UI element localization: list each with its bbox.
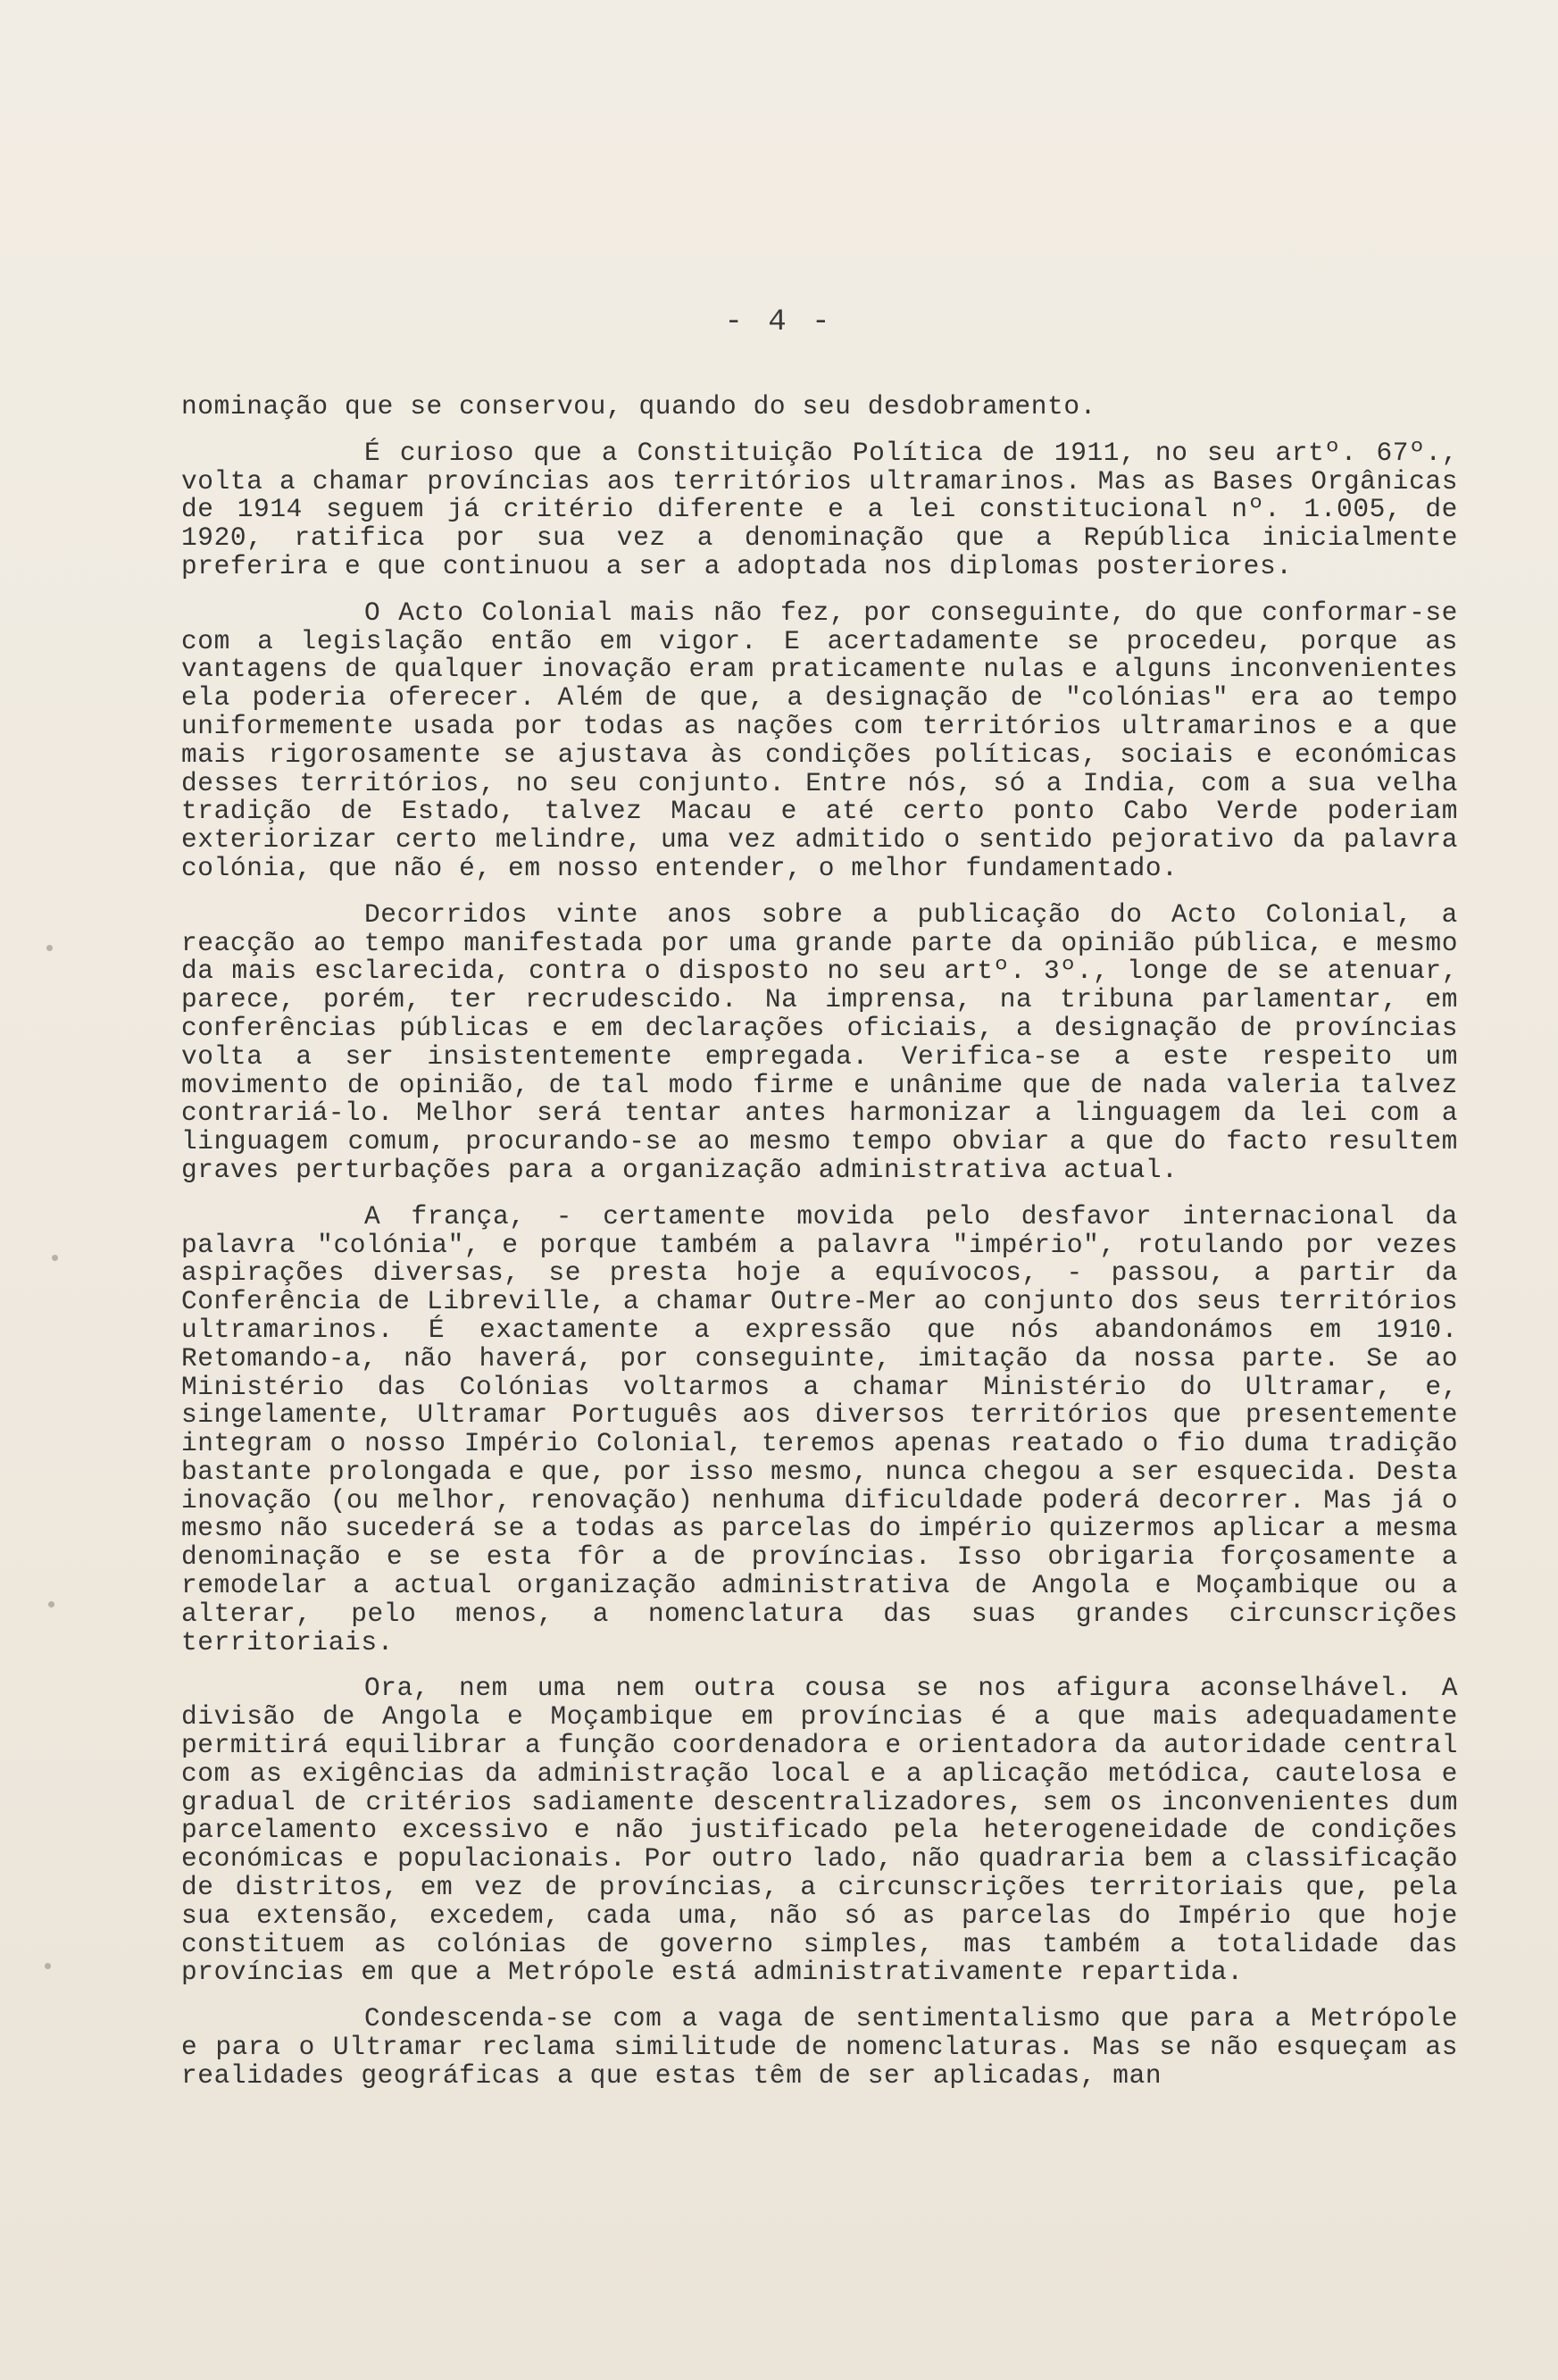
paragraph-5: A frança, - certamente movida pelo desfavor internacional da palavra "colónia", e porque também a palavra "império", rotulando por vezes aspirações diversas, se presta hoje a equívocos, - passou, a partir da Conferência de Libreville, a chamar Outre-Mer ao conjunto dos seus territórios ultramarinos. É exactamente a expressão que nós abandonámos em 1910. Retomando-a, não haverá, por conseguinte, imitação da nossa parte. Se ao Ministério das Colónias voltarmos a chamar Ministério do Ultramar, e, singelamente, Ultramar Português aos diversos territórios que presentemente integram o nosso Império Colonial, teremos apenas reatado o fio duma tradição bastante prolongada e que, por isso mesmo, nunca chegou a ser esquecida. Desta inovação (ou melhor, renovação) nenhuma dificuldade poderá decorrer. Mas já o mesmo não sucederá se a todas as parcelas do império quizermos aplicar a mesma denominação e se esta fôr a de províncias. Isso obrigaria forçosamente a remodelar a actual organização administrativa de Angola e Moçambique ou a alterar, pelo menos, a nomenclatura das suas grandes circunscrições territoriais. xyxy=(181,1200,1458,1658)
binder-hole-mark xyxy=(45,1963,51,1969)
paragraph-4: Decorridos vinte anos sobre a publicação do Acto Colonial, a reacção ao tempo manifestada por uma grande parte da opinião pública, e mesmo da mais esclarecida, contra o disposto no seu artº. 3º., longe de se atenuar, parece, porém, ter recrudescido. Na imprensa, na tribuna parlamentar, em conferências públicas e em declarações oficiais, a designação de províncias volta a ser insistentemente empregada. Verifica-se a este respeito um movimento de opinião, de tal modo firme e unânime que de nada valeria talvez contrariá-lo. Melhor será tentar antes harmonizar a linguagem da lei com a linguagem comum, procurando-se ao mesmo tempo obviar a que do facto resultem graves perturbações para a organização administrativa actual. xyxy=(181,898,1458,1185)
paragraph-6: Ora, nem uma nem outra cousa se nos afigura aconselhável. A divisão de Angola e Moçambique em províncias é a que mais adequadamente permitirá equilibrar a função coordenadora e orientadora da autoridade central com as exigências da administração local e a aplicação metódica, cautelosa e gradual de critérios sadiamente descentralizadores, sem os inconvenientes dum parcelamento excessivo e não justificado pela heterogeneidade de condições económicas e populacionais. Por outro lado, não quadraria bem a classificação de distritos, em vez de províncias, a circunscrições territoriais que, pela sua extensão, excedem, cada uma, não só as parcelas do Império que hoje constituem as colónias de governo simples, mas também a totalidade das províncias em que a Metrópole está administrativamente repartida. xyxy=(181,1673,1458,1988)
paragraph-2: É curioso que a Constituição Política de 1911, no seu artº. 67º., volta a chamar províncias aos territórios ultramarinos. Mas as Bases Orgânicas de 1914 seguem já critério diferente e a lei constitucional nº. 1.005, de 1920, ratifica por sua vez a denominação que a República inicialmente preferira e que continuou a ser a adoptada nos diplomas posteriores. xyxy=(181,437,1458,581)
binder-hole-mark xyxy=(46,945,53,951)
paragraph-7: Condescenda-se com a vaga de sentimentalismo que para a Metrópole e para o Ultramar reclama similitude de nomenclaturas. Mas se não esqueçam as realidades geográficas a que estas têm de ser aplicadas, man xyxy=(181,2003,1458,2091)
binder-hole-mark xyxy=(52,1255,58,1261)
page-number: - 4 - xyxy=(724,305,834,339)
binder-hole-mark xyxy=(48,1601,54,1608)
paragraph-1: nominação que se conservou, quando do seu desdobramento. xyxy=(181,391,1096,422)
document-body xyxy=(181,393,1458,2109)
paragraph-3: O Acto Colonial mais não fez, por conseguinte, do que conformar-se com a legislação então em vigor. E acertadamente se procedeu, porque as vantagens de qualquer inovação eram praticamente nulas e alguns inconvenientes ela poderia oferecer. Além de que, a designação de "colónias" era ao tempo uniformemente usada por todas as nações com territórios ultramarinos e a que mais rigorosamente se ajustava às condições políticas, sociais e económicas desses territórios, no seu conjunto. Entre nós, só a India, com a sua velha tradição de Estado, talvez Macau e até certo ponto Cabo Verde poderiam exteriorizar certo melindre, uma vez admitido o sentido pejorativo da palavra colónia, que não é, em nosso entender, o melhor fundamentado. xyxy=(181,597,1458,883)
